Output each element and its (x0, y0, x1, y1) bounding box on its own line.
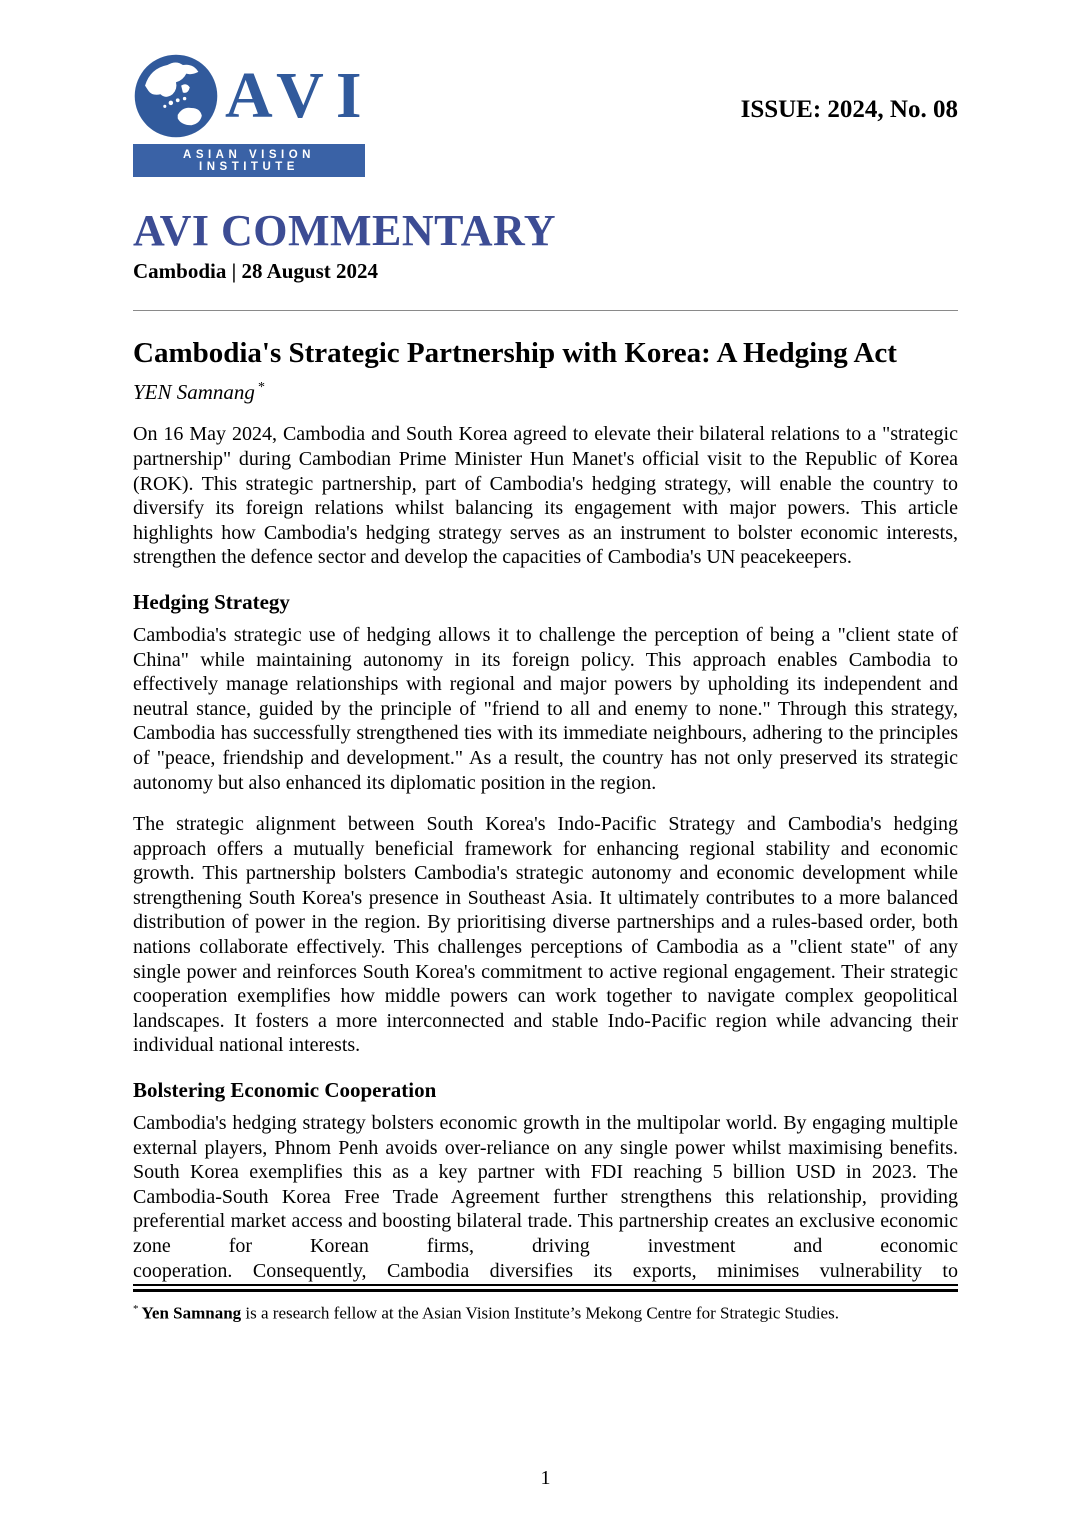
dateline: Cambodia | 28 August 2024 (133, 259, 379, 284)
logo-acronym: AVI (225, 59, 374, 132)
intro-paragraph: On 16 May 2024, Cambodia and South Korea agreed to elevate their bilateral relations to a "strategic partnership" during Cambodian Prime Minister Hun Manet's official visit to the Republic of Korea (ROK). This strategic partnership, part of Cambodia's hedging strategy, will enable the country to diversify its foreign relations whilst balancing its engagement with major powers. This article highlights how Cambodia's hedging strategy serves as an instrument to bolster economic interests, strengthen the defence sector and develop the capacities of Cambodia's UN peacekeepers. (133, 423, 958, 569)
footnote (133, 1298, 958, 1325)
author-line (133, 380, 958, 405)
logo-banner: ASIAN VISION INSTITUTE (133, 144, 365, 177)
avi-logo (133, 52, 374, 177)
author-footnote-mark: * (257, 380, 265, 396)
page-number: 1 (540, 1467, 551, 1489)
footnote-separator (133, 1289, 958, 1292)
section-heading-economic-cooperation: Bolstering Economic Cooperation (133, 1078, 437, 1103)
footnote-mark: * (133, 1303, 139, 1316)
globe-icon (133, 53, 219, 139)
footnote-author: Yen Samnang (141, 1303, 242, 1323)
paragraph: The strategic alignment between South Korea's Indo-Pacific Strategy and Cambodia's hedging approach offers a mutually beneficial framework for enhancing regional stability and economic growth. This partnership bolsters Cambodia's strategic autonomy and economic development while strengthening South Korea's presence in Southeast Asia. It ultimately contributes to a more balanced distribution of power in the region. By prioritising diverse partnerships and a rules-based order, both nations collaborate effectively. This challenges perceptions of Cambodia as a "client state" of any single power and reinforces South Korea's commitment to active regional engagement. Their strategic cooperation exemplifies how middle powers can work together to navigate complex geopolitical landscapes. It fosters a more interconnected and stable Indo-Pacific region while advancing their individual national interests. (133, 813, 958, 1057)
paragraph-continued-line: cooperation. Consequently, Cambodia diversifies its exports, minimises vulnerability to (133, 1259, 958, 1287)
masthead-title: AVI COMMENTARY (133, 206, 557, 255)
avi-logo-top (133, 52, 374, 140)
article-title: Cambodia's Strategic Partnership with Korea: A Hedging Act (133, 337, 897, 370)
paragraph: Cambodia's hedging strategy bolsters economic growth in the multipolar world. By engaging multiple external players, Phnom Penh avoids over-reliance on any single power whilst maximising benefits. South Korea exemplifies this as a key partner with FDI reaching 5 billion USD in 2023. The Cambodia-South Korea Free Trade Agreement further strengthens this relationship, providing preferential market access and boosting bilateral trade. This partnership creates an exclusive economic zone for Korean firms, driving investment and economic (133, 1112, 958, 1258)
paragraph: Cambodia's strategic use of hedging allows it to challenge the perception of being a "client state of China" while maintaining autonomy in its foreign policy. This approach enables Cambodia to effectively manage relationships with regional and major powers by upholding its independent and neutral stance, guided by the principle of "friend to all and enemy to none." Through this strategy, Cambodia has successfully strengthened ties with its immediate neighbours, adhering to the principles of "peace, friendship and development." As a result, the country has not only preserved its strategic autonomy but also enhanced its diplomatic position in the region. (133, 623, 958, 794)
author-name: YEN Samnang (133, 380, 255, 405)
section-heading-hedging-strategy: Hedging Strategy (133, 589, 290, 614)
footnote-text: is a research fellow at the Asian Vision Institute’s Mekong Centre for Strategic Studies. (241, 1303, 839, 1323)
document-header (133, 52, 958, 177)
header-divider (133, 310, 958, 311)
issue-label: ISSUE: 2024, No. 08 (740, 96, 958, 123)
